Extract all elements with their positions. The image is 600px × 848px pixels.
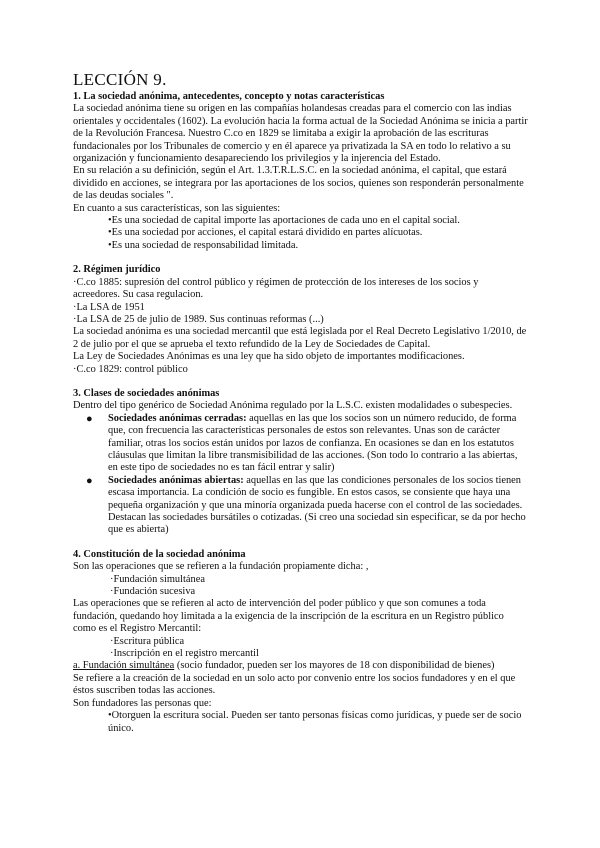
regimen-line: ·C.co 1885: supresión del control público y régimen de protección de los intereses de los socios y acreedores. Su casa regulacion. (73, 276, 479, 301)
section-3-title: 3. Clases de sociedades anónimas (73, 387, 220, 399)
section-1-paragraph-definition: En su relación a su definición, según el Art. 1.3.T.R.L.S.C. en la sociedad anónima, el capital, que estará dividido en acciones, se integrara por las aportaciones de los socios, quienes son responderán personalmente de las deudas sociales ". (73, 165, 524, 202)
regimen-line: ·La LSA de 25 de julio de 1989. Sus continuas reformas (...) (73, 313, 324, 325)
regimen-line: La Ley de Sociedades Anónimas es una ley que ha sido objeto de importantes modificaciones. (73, 351, 465, 363)
fundacion-simultanea-line (73, 660, 528, 672)
section-3-intro: Dentro del tipo genérico de Sociedad Anónima regulado por la L.S.C. existen modalidades o subespecies. (73, 400, 513, 412)
class-item-abiertas (73, 475, 528, 537)
characteristic-item: •Es una sociedad de capital importe las aportaciones de cada uno en el capital social. (108, 215, 460, 227)
section-4-title: 4. Constitución de la sociedad anónima (73, 548, 246, 560)
regimen-line: ·C.co 1829: control público (73, 363, 188, 375)
classes-list (73, 413, 528, 537)
document-page (73, 70, 528, 735)
fundacion-list (73, 574, 528, 599)
fundacion-simultanea-label: a. Fundación simultánea (73, 660, 175, 672)
registro-item: ·Escritura pública (110, 635, 185, 647)
fundadores-list (73, 710, 528, 735)
section-4-paragraph-registro: Las operaciones que se refieren al acto de intervención del poder público y que son comunes a toda fundación, quedando hoy limitada a la exigencia de la inscripción de la escritura en un Registro público como es el Registro Mercantil: (73, 598, 504, 635)
section-4-paragraph-fundadores: Son fundadores las personas que: (73, 697, 212, 709)
bullet-icon: ● (86, 474, 93, 487)
characteristics-list (73, 215, 528, 252)
class-text: aquellas en las que las condiciones personales de los socios tienen escasa importancia. La condición de socio es fungible. En estos casos, se consiente que haya una pequeña organización y que una minoría organizada pueda hacerse con el control de las sociedades. Destacan las sociedades bursátiles o cotizadas. (Si creo una sociedad sin especificar, se da por hecho que es abierta) (108, 474, 526, 536)
fundacion-item: ·Fundación simultánea (110, 573, 205, 585)
fundacion-item: ·Fundación sucesiva (110, 586, 196, 598)
registro-list (73, 636, 528, 661)
bullet-icon: ● (86, 412, 93, 425)
section-1-paragraph-characteristics: En cuanto a sus características, son las siguientes: (73, 202, 281, 214)
class-text: aquellas en las que los socios son un número reducido, de forma que, con frecuencia las características personales de estos son relevantes. Unas son de carácter familiar, otras los socios están unidos por lazos de confianza. En ocasiones se dan en los estatutos cláusulas que limitan la libre transmisibilidad de las acciones. (Son todo lo contrario a las abiertas, en este tipo de sociedades no es tan fácil entrar y salir) (108, 412, 518, 474)
section-1-paragraph-origin: La sociedad anónima tiene su origen en las compañías holandesas creadas para el comercio con las indias orientales y occidentales (1602). La evolución hacia la forma actual de la Sociedad Anónima se inicia a partir de la Revolución Francesa. Nuestro C.co en 1829 se limitaba a exigir la aprobación de las escrituras fundacionales por los Tribunales de comercio y en él aparece ya privatizada la SA en todo lo relativo a su organización y funcionamiento desapareciendo los privilegios y la injerencia del Estado. (73, 103, 528, 165)
section-4-intro: Son las operaciones que se refieren a la fundación propiamente dicha: , (73, 561, 369, 573)
characteristic-item: •Es una sociedad de responsabilidad limitada. (108, 239, 299, 251)
section-1-title: 1. La sociedad anónima, antecedentes, concepto y notas características (73, 91, 385, 102)
lesson-title: LECCIÓN 9. (73, 70, 167, 89)
characteristic-item: •Es una sociedad por acciones, el capital estará dividido en partes alícuotas. (108, 227, 423, 239)
regimen-line: La sociedad anónima es una sociedad mercantil que está legislada por el Real Decreto Legislativo 1/2010, de 2 de julio por el que se aprueba el texto refundido de la Ley de Sociedades de Capital. (73, 326, 527, 350)
section-2-title: 2. Régimen jurídico (73, 264, 161, 276)
registro-item: ·Inscripción en el registro mercantil (110, 648, 259, 660)
regimen-line: ·La LSA de 1951 (73, 301, 145, 313)
fundacion-simultanea-note: (socio fundador, pueden ser los mayores de 18 con disponibilidad de bienes) (174, 660, 495, 672)
section-4-paragraph-creacion: Se refiere a la creación de la sociedad en un solo acto por convenio entre los socios fundadores y en el que éstos suscriben todas las acciones. (73, 672, 516, 697)
class-label: Sociedades anónimas abiertas: (108, 474, 244, 486)
class-label: Sociedades anónimas cerradas: (108, 412, 247, 424)
fundadores-item: •Otorguen la escritura social. Pueden ser tanto personas físicas como jurídicas, y puede ser de socio único. (108, 710, 522, 734)
class-item-cerradas (73, 413, 528, 475)
